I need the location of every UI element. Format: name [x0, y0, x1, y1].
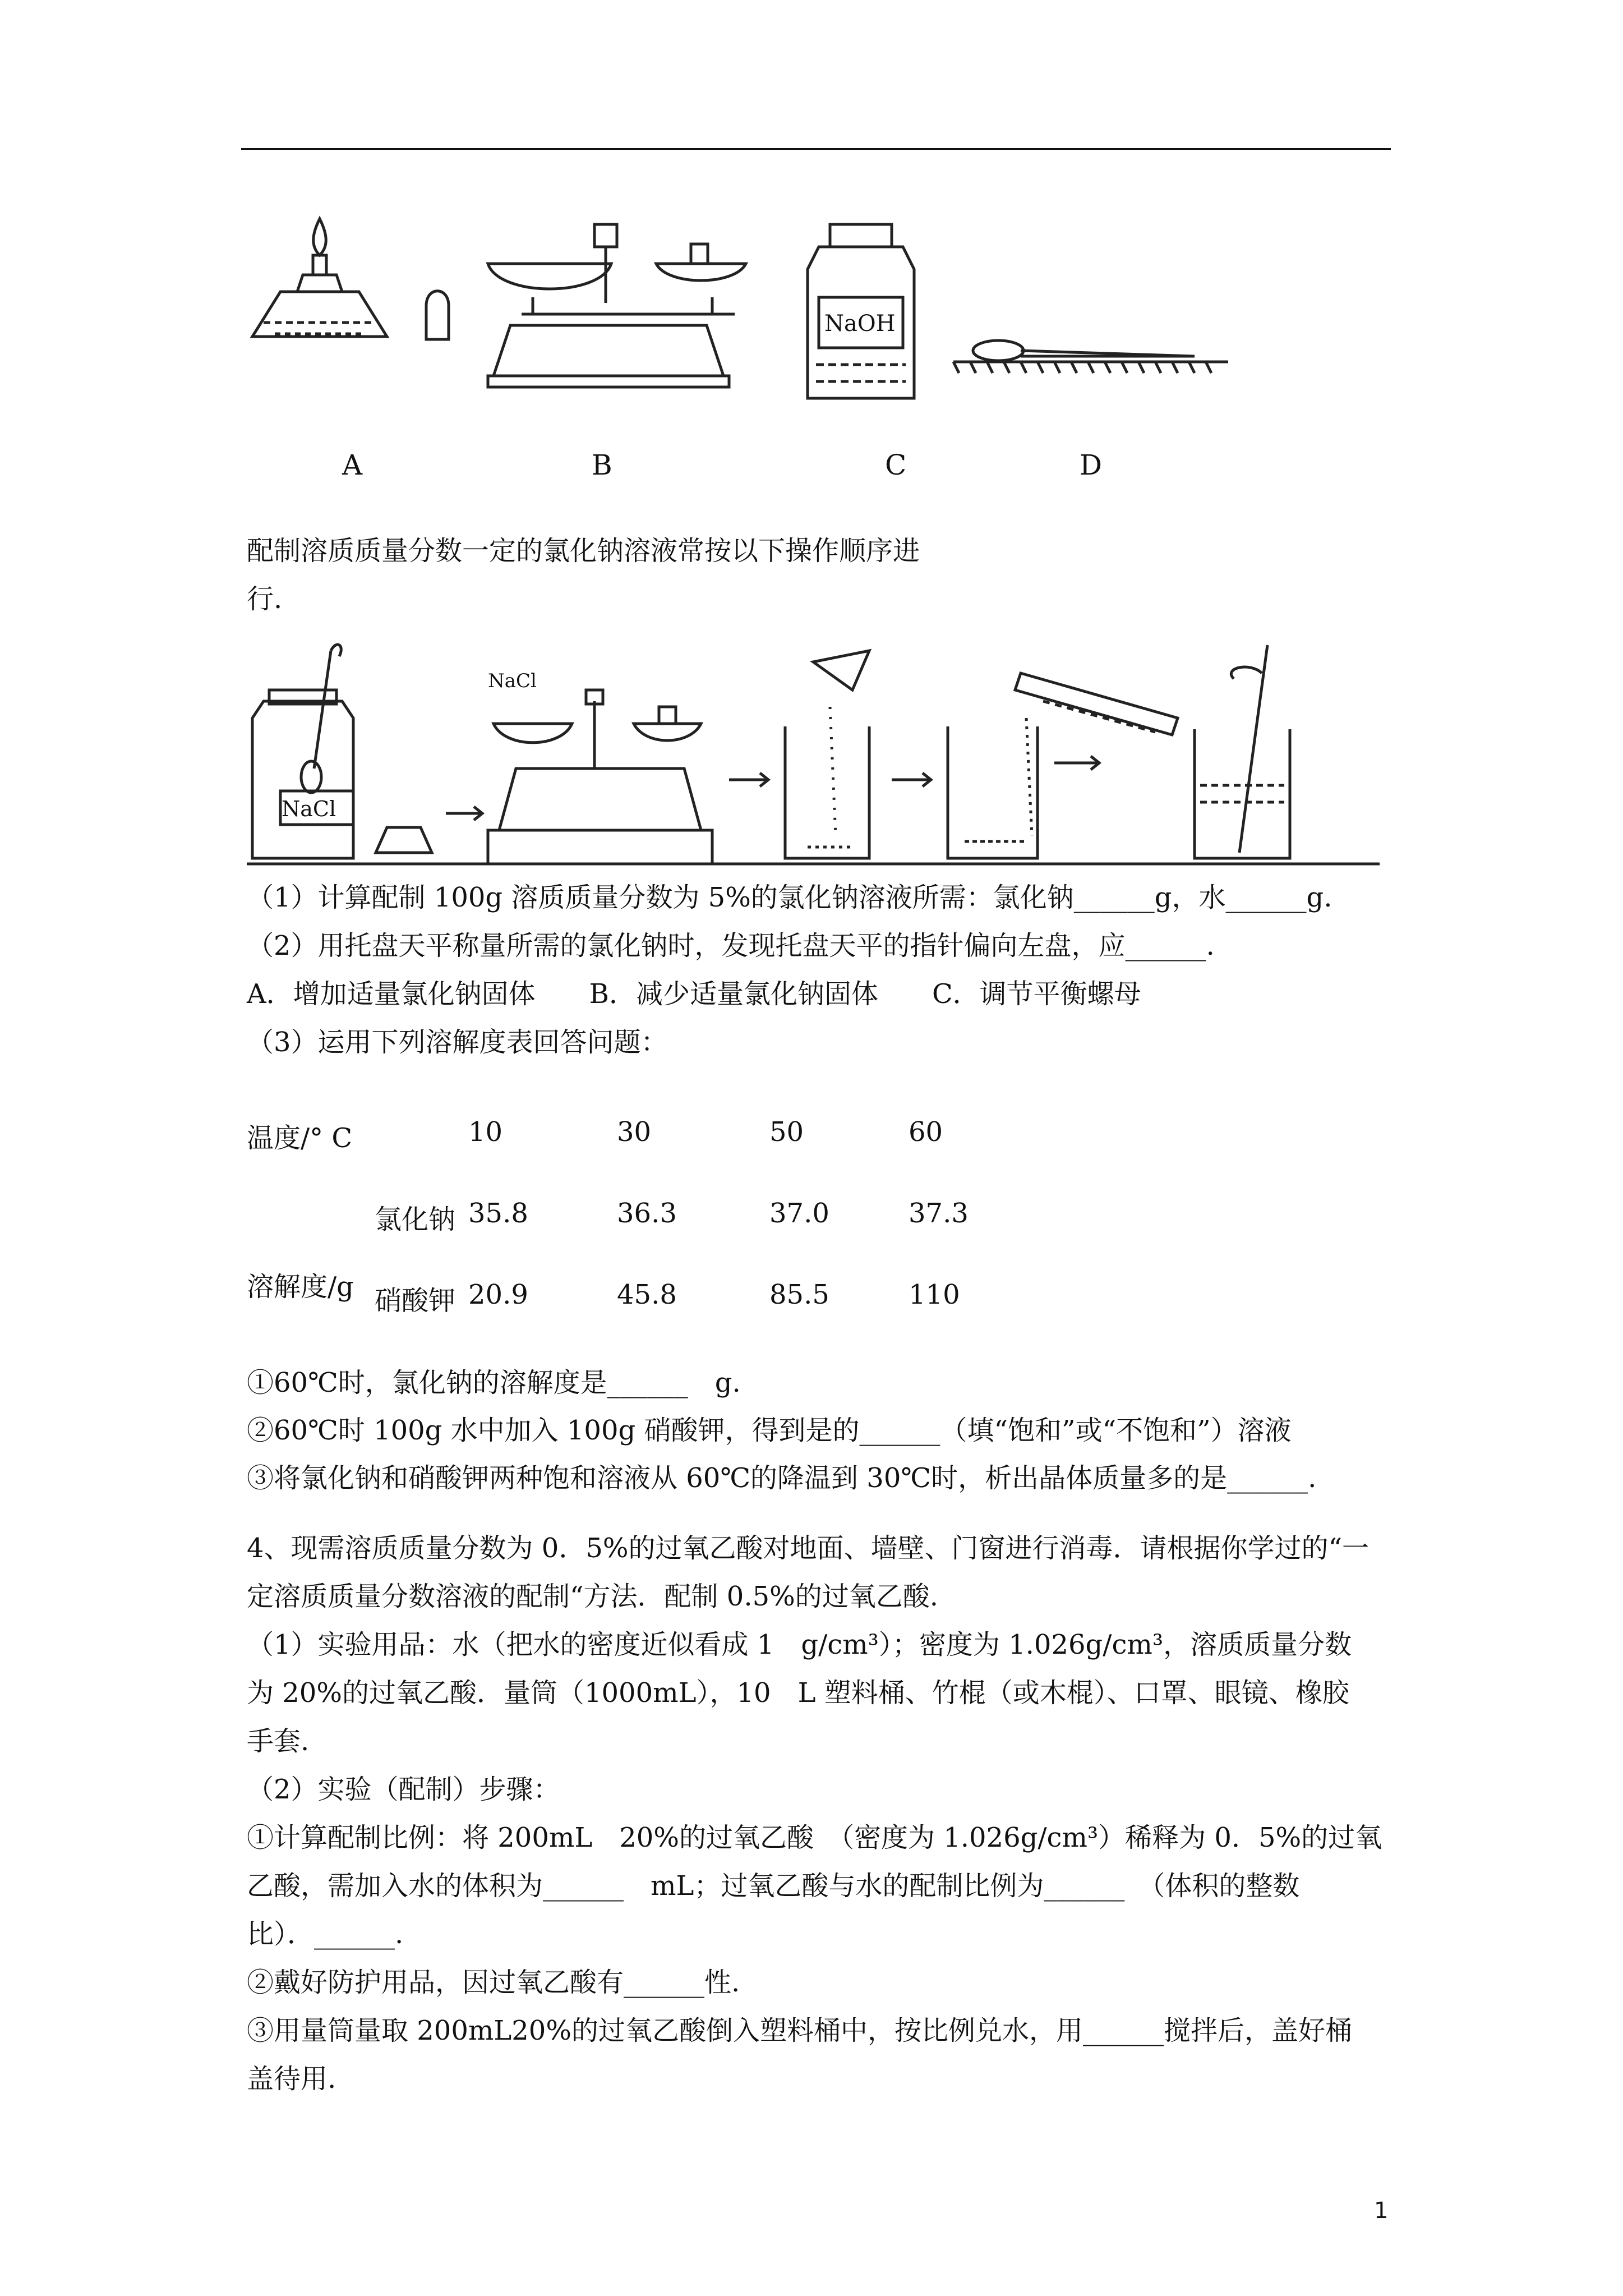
nacl-10: 35.8 [468, 1198, 528, 1229]
nacl-60: 37.3 [909, 1198, 969, 1229]
kno3-60: 110 [909, 1279, 960, 1310]
q4-line-8: 乙酸，需加入水的体积为______ mL；过氧乙酸与水的配制比例为______ （体积的整数 [247, 1870, 1300, 1902]
q4-line-9: 比）．______. [247, 1918, 404, 1950]
q4-line-10: ②戴好防护用品，因过氧乙酸有______性. [247, 1967, 740, 1998]
temp-label: 温度/° C [247, 1122, 353, 1154]
solubility-label: 溶解度/g [247, 1271, 354, 1303]
kno3-10: 20.9 [468, 1279, 528, 1310]
q4-line-6: （2）实验（配制）步骤： [247, 1774, 560, 1805]
q3-sub-1: ①60℃时，氯化钠的溶解度是______ g. [247, 1367, 741, 1398]
kno3-30: 45.8 [617, 1279, 677, 1310]
header-rule [241, 148, 1391, 150]
q3-options: A．增加适量氯化钠固体 B．减少适量氯化钠固体 C．调节平衡螺母 [247, 978, 1141, 1010]
q4-line-1: 4、现需溶质质量分数为 0．5%的过氧乙酸对地面、墙壁、门窗进行消毒．请根据你学过的“一 [247, 1533, 1370, 1564]
q4-line-2: 定溶质质量分数溶液的配制“方法．配制 0.5%的过氧乙酸. [247, 1581, 939, 1612]
naoh-label: NaOH [824, 311, 896, 337]
nacl-bottle-label: NaCl [282, 797, 336, 821]
temp-50: 50 [769, 1116, 804, 1148]
nacl-name: 氯化钠 [375, 1204, 456, 1235]
kno3-50: 85.5 [769, 1279, 829, 1310]
preparation-sequence-figure [247, 639, 1380, 875]
label-c: C [885, 449, 907, 481]
q4-line-3: （1）实验用品：水（把水的密度近似看成 1 g/cm³）；密度为 1.026g/cm³，溶质质量分数 [247, 1629, 1352, 1660]
q3-part-1: （1）计算配制 100g 溶质质量分数为 5%的氯化钠溶液所需：氯化钠______g，水______g. [247, 882, 1332, 913]
q3-sub-2: ②60℃时 100g 水中加入 100g 硝酸钾，得到是的______（填“饱和”或“不饱和”）溶液 [247, 1415, 1292, 1446]
kno3-name: 硝酸钾 [375, 1285, 456, 1317]
q4-line-7: ①计算配制比例：将 200mL 20%的过氧乙酸 （密度为 1.026g/cm³）稀释为 0．5%的过氧 [247, 1822, 1382, 1853]
temp-10: 10 [468, 1116, 503, 1148]
q3-sub-3: ③将氯化钠和硝酸钾两种饱和溶液从 60℃的降温到 30℃时，析出晶体质量多的是______. [247, 1462, 1317, 1494]
q3-part-2: （2）用托盘天平称量所需的氯化钠时，发现托盘天平的指针偏向左盘，应______. [247, 930, 1215, 961]
label-b: B [592, 449, 612, 481]
intro-line-1: 配制溶质质量分数一定的氯化钠溶液常按以下操作顺序进 [247, 535, 920, 567]
intro-line-2: 行. [247, 583, 283, 615]
alcohol-lamp-icon [252, 219, 449, 339]
q4-line-4: 为 20%的过氧乙酸．量筒（1000mL），10 L 塑料桶、竹棍（或木棍）、口罩、眼镜、橡胶 [247, 1677, 1349, 1709]
q4-line-12: 盖待用. [247, 2063, 336, 2095]
nacl-balance-label: NaCl [488, 670, 537, 692]
temp-30: 30 [617, 1116, 652, 1148]
q4-line-11: ③用量筒量取 200mL20%的过氧乙酸倒入塑料桶中，按比例兑水，用______搅拌后，盖好桶 [247, 2015, 1352, 2046]
page-number: 1 [1374, 2198, 1389, 2224]
nacl-50: 37.0 [769, 1198, 829, 1229]
nacl-30: 36.3 [617, 1198, 677, 1229]
temp-60: 60 [909, 1116, 943, 1148]
balance-icon [488, 224, 746, 387]
apparatus-figure [241, 213, 1228, 477]
dropper-icon [953, 341, 1228, 373]
label-d: D [1080, 449, 1103, 481]
label-a: A [342, 449, 363, 481]
q4-line-5: 手套. [247, 1726, 310, 1757]
q3-part-3: （3）运用下列溶解度表回答问题： [247, 1027, 668, 1058]
